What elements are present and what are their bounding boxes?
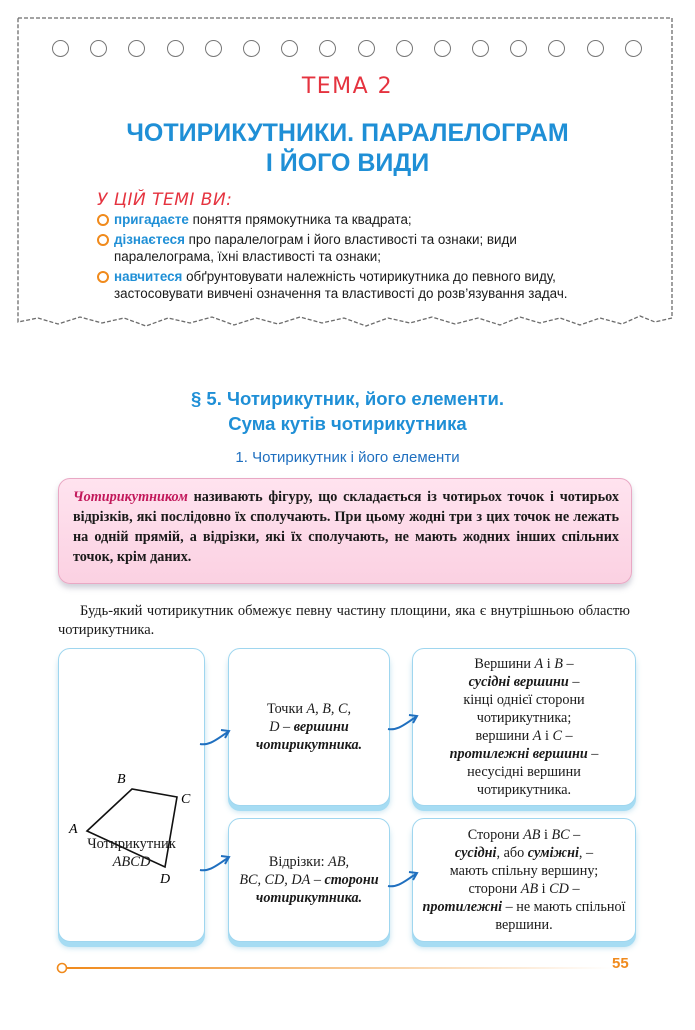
quadrilateral-abcd-drawing <box>59 705 204 905</box>
arrow-right-icon <box>196 722 236 752</box>
circle-bullet-icon <box>97 214 109 226</box>
section-title: § 5. Чотирикутник, його елементи. Сума кутів чотирикутника <box>190 388 504 434</box>
quadrilateral-figure-card <box>58 648 205 942</box>
circle-bullet-icon <box>97 271 109 283</box>
vertex-label-d: D <box>160 872 171 887</box>
goal-item: дізнаєтеся про паралелограм і його властивості та ознаки; види паралелограма, їхні властивості та ознаки; <box>97 231 617 266</box>
page-number: 55 <box>612 955 629 972</box>
vertex-label-a: A <box>69 822 78 837</box>
definition-text: Чотирикутником називають фігуру, що складається із чотирьох точок і чотирьох відрізків, які послідовно їх сполучають. При цьому жодні три з цих точок не лежать на одній прямій, а відрізки, які їх сполучають, не мають жодних інших спільних точок, крім даних. <box>73 489 619 565</box>
goals-heading: У ЦІЙ ТЕМІ ВИ: <box>97 190 233 210</box>
arrow-right-icon <box>384 705 424 735</box>
side-relations-card: Сторони AB і BC – сусідні, або суміжні, – мають спільну вершину; сторони AB і CD – протилежні – не мають спільної вершини. <box>412 818 636 942</box>
definition-box <box>58 478 632 584</box>
subsection-title: 1. Чотирикутник і його елементи <box>235 449 460 466</box>
vertex-relations-card: Вершини A і B – сусідні вершини – кінці однієї сторони чотирикутника; вершини A і C – протилежні вершини – несусідні вершини чотирикутника. <box>412 648 636 806</box>
topic-header-card <box>0 0 695 350</box>
topic-label: ТЕМА 2 <box>301 74 394 99</box>
circle-bullet-icon <box>97 234 109 246</box>
goal-item: пригадаєте поняття прямокутника та квадрата; <box>97 211 617 229</box>
vertex-label-c: C <box>181 792 191 807</box>
arrow-right-icon <box>196 848 236 878</box>
goal-item: навчитеся обґрунтовувати належність чотирикутника до певного виду, застосовувати вивчені означення та властивості до розв’язування задач. <box>97 268 617 303</box>
topic-title: ЧОТИРИКУТНИКИ. ПАРАЛЕЛОГРАМ І ЙОГО ВИДИ <box>126 119 569 177</box>
binder-holes <box>52 40 642 57</box>
vertices-definition-card: Точки A, B, C, D – вершини чотирикутника. <box>228 648 390 806</box>
vertex-label-b: B <box>117 772 126 787</box>
sides-definition-card: Відрізки: AB, BC, CD, DA – сторони чотирикутника. <box>228 818 390 942</box>
figure-caption: Чотирикутник ABCD <box>87 836 176 870</box>
goals-list <box>97 211 617 305</box>
body-paragraph: Будь-який чотирикутник обмежує певну частину площини, яка є внутрішньою областю чотирикутника. <box>58 603 630 638</box>
footer-line <box>56 962 616 974</box>
arrow-right-icon <box>384 862 424 892</box>
